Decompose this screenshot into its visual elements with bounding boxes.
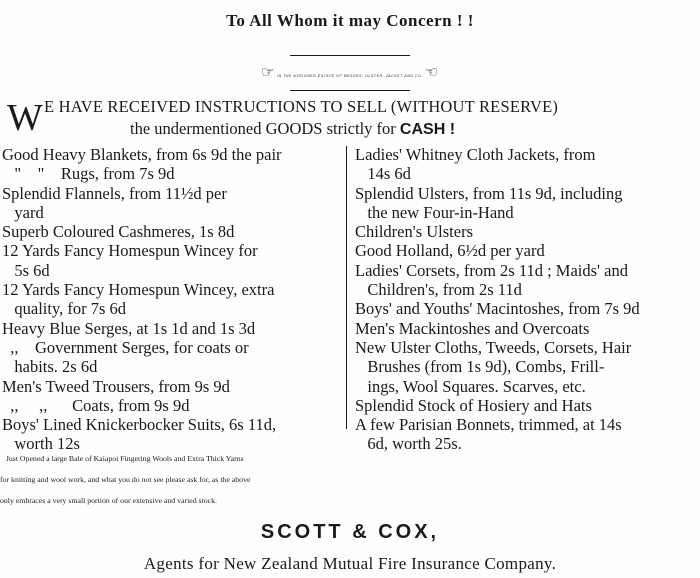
goods-line: 5s 6d [2, 260, 50, 280]
right-goods-column [355, 145, 697, 454]
pointing-hand-right-icon: ☞ [261, 64, 276, 81]
goods-line: Good Heavy Blankets, from 6s 9d the pair [2, 145, 282, 164]
agents-line: Agents for New Zealand Mutual Fire Insurance Company. [143, 554, 557, 573]
goods-line: Splendid Flannels, from 11½d per [2, 183, 227, 203]
goods-line: 6d, worth 25s. [355, 434, 462, 454]
goods-line: Heavy Blue Serges, at 1s 1d and 1s 3d [2, 318, 256, 338]
goods-line: Brushes (from 1s 9d), Combs, Frill- [355, 357, 605, 377]
intro-line-1-text: E HAVE RECEIVED INSTRUCTIONS TO SELL (WITHOUT RESERVE) [44, 97, 559, 116]
rule-middle [290, 90, 410, 91]
goods-line: Children's, from 2s 11d [355, 280, 522, 300]
goods-line: Boys' and Youths' Macintoshes, from 7s 9d [355, 299, 640, 319]
subheading-text: IN THE ASSIGNED ESTATE OF MESSRS. ULSTER, JACKET AND CO. [276, 74, 424, 78]
goods-line: quality, for 7s 6d [2, 299, 127, 319]
goods-line: Men's Tweed Trousers, from 9s 9d [2, 376, 230, 396]
column-divider [346, 146, 347, 429]
drop-cap: W [7, 97, 43, 139]
goods-line: A few Parisian Bonnets, trimmed, at 14s [355, 415, 622, 435]
paragraph-line: Just Opened a large Bale of Kaiapoi Fingering Wools and Extra Thick Yarns [0, 454, 244, 463]
goods-line: Ladies' Corsets, from 2s 11d ; Maids' and [355, 260, 628, 280]
cash-emphasis: CASH ! [399, 121, 456, 138]
goods-line: Superb Coloured Cashmeres, 1s 8d [2, 222, 235, 242]
firm-name: SCOTT & COX, [260, 521, 440, 543]
goods-line: 14s 6d [355, 164, 411, 184]
goods-line: ,, Government Serges, for coats or [2, 337, 249, 357]
goods-line: Good Holland, 6½d per yard [355, 241, 545, 261]
headline: To All Whom it may Concern ! ! [226, 11, 474, 30]
goods-line: habits. 2s 6d [2, 357, 98, 377]
goods-line: Splendid Ulsters, from 11s 9d, including [355, 183, 623, 203]
left-goods-column [2, 145, 340, 454]
rule-top [290, 55, 410, 56]
goods-line: the new Four-in-Hand [355, 202, 514, 222]
goods-line: yard [2, 202, 44, 222]
goods-line: worth 12s [2, 434, 80, 454]
goods-line: ,, ,, Coats, from 9s 9d [2, 395, 190, 415]
goods-line: Children's Ulsters [355, 222, 474, 242]
paragraph-line: only embraces a very small portion of our extensive and varied stock. [0, 496, 217, 505]
closing-paragraph [0, 448, 700, 511]
goods-line: New Ulster Cloths, Tweeds, Corsets, Hair [355, 337, 632, 357]
goods-line: " " Rugs, from 7s 9d [2, 164, 175, 184]
intro-line-2-text: the undermentioned GOODS strictly for [130, 119, 396, 138]
paragraph-line: for knitting and wool work, and what you do not see please ask for, as the above [0, 475, 251, 484]
goods-line: ings, Wool Squares. Scarves, etc. [355, 376, 586, 396]
pointing-hand-left-icon: ☜ [424, 64, 439, 81]
goods-line: 12 Yards Fancy Homespun Wincey, extra [2, 280, 275, 300]
goods-line: 12 Yards Fancy Homespun Wincey for [2, 241, 258, 261]
goods-line: Splendid Stock of Hosiery and Hats [355, 395, 592, 415]
goods-line: Ladies' Whitney Cloth Jackets, from [355, 145, 596, 164]
goods-line: Boys' Lined Knickerbocker Suits, 6s 11d, [2, 415, 277, 435]
subheading [0, 63, 700, 81]
goods-line: Men's Mackintoshes and Overcoats [355, 318, 590, 338]
intro-line-2 [130, 119, 455, 139]
